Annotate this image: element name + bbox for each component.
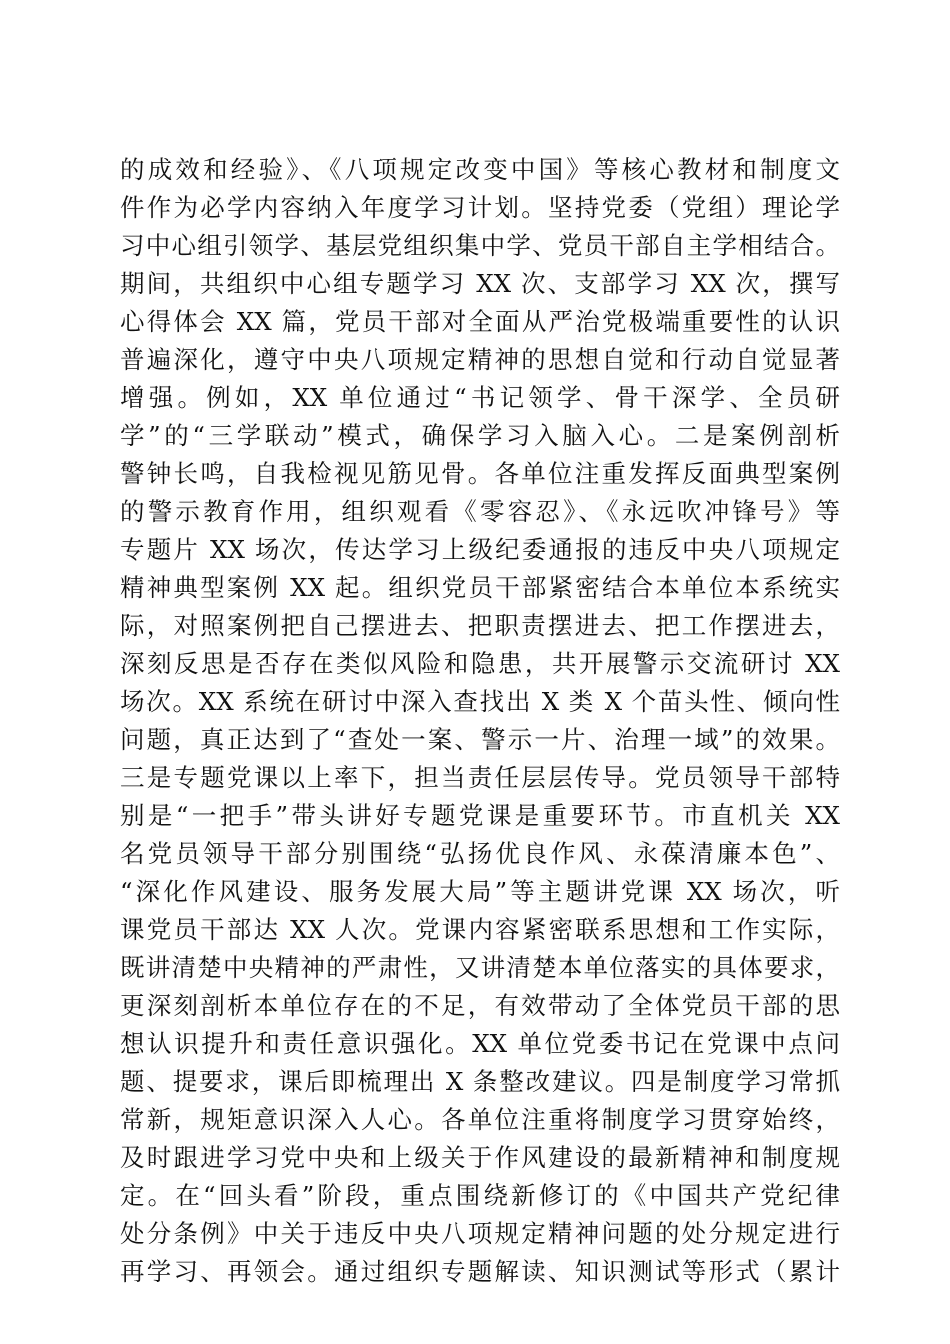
text-line: 的成效和经验》、《八项规定改变中国》等核心教材和制度文 xyxy=(120,155,840,184)
text-line: 际，对照案例把自己摆进去、把职责摆进去、把工作摆进去， xyxy=(120,611,840,640)
text-line: 名党员领导干部分别围绕“弘扬优良作风、永葆清廉本色”、 xyxy=(120,839,840,868)
text-line: 及时跟进学习党中央和上级关于作风建设的最新精神和制度规 xyxy=(120,1143,840,1172)
text-line: 的警示教育作用，组织观看《零容忍》、《永远吹冲锋号》等 xyxy=(120,497,840,526)
text-line: 处分条例》中关于违反中央八项规定精神问题的处分规定进行 xyxy=(120,1219,840,1248)
text-line: 期间，共组织中心组专题学习 XX 次、支部学习 XX 次，撰写 xyxy=(120,269,840,298)
text-line: 课党员干部达 XX 人次。党课内容紧密联系思想和工作实际， xyxy=(120,915,840,944)
text-line: 定。在“回头看”阶段，重点围绕新修订的《中国共产党纪律 xyxy=(120,1181,840,1210)
text-line: 增强。例如，XX 单位通过“书记领学、骨干深学、全员研 xyxy=(120,383,840,412)
text-line: 更深刻剖析本单位存在的不足，有效带动了全体党员干部的思 xyxy=(120,991,840,1020)
text-line: 别是“一把手”带头讲好专题党课是重要环节。市直机关 XX xyxy=(120,801,840,830)
text-line: 学”的“三学联动”模式，确保学习入脑入心。二是案例剖析 xyxy=(120,421,840,450)
body-text xyxy=(120,151,840,1291)
text-line: 精神典型案例 XX 起。组织党员干部紧密结合本单位本系统实 xyxy=(120,573,840,602)
text-line: 普遍深化，遵守中央八项规定精神的思想自觉和行动自觉显著 xyxy=(120,345,840,374)
text-line: 警钟长鸣，自我检视见筋见骨。各单位注重发挥反面典型案例 xyxy=(120,459,840,488)
text-line: 习中心组引领学、基层党组织集中学、党员干部自主学相结合。 xyxy=(120,231,840,260)
text-line: 三是专题党课以上率下，担当责任层层传导。党员领导干部特 xyxy=(120,763,840,792)
text-line: 再学习、再领会。通过组织专题解读、知识测试等形式（累计 xyxy=(120,1257,840,1286)
text-line: 专题片 XX 场次，传达学习上级纪委通报的违反中央八项规定 xyxy=(120,535,840,564)
text-line: “深化作风建设、服务发展大局”等主题讲党课 XX 场次，听 xyxy=(120,877,840,906)
text-line: 心得体会 XX 篇，党员干部对全面从严治党极端重要性的认识 xyxy=(120,307,840,336)
text-line: 常新，规矩意识深入人心。各单位注重将制度学习贯穿始终， xyxy=(120,1105,840,1134)
text-line: 件作为必学内容纳入年度学习计划。坚持党委（党组）理论学 xyxy=(120,193,840,222)
text-line: 想认识提升和责任意识强化。XX 单位党委书记在党课中点问 xyxy=(120,1029,840,1058)
text-line: 既讲清楚中央精神的严肃性，又讲清楚本单位落实的具体要求， xyxy=(120,953,840,982)
text-line: 深刻反思是否存在类似风险和隐患，共开展警示交流研讨 XX xyxy=(120,649,840,678)
text-line: 场次。XX 系统在研讨中深入查找出 X 类 X 个苗头性、倾向性 xyxy=(120,687,840,716)
text-line: 问题，真正达到了“查处一案、警示一片、治理一域”的效果。 xyxy=(120,725,840,754)
text-line: 题、提要求，课后即梳理出 X 条整改建议。四是制度学习常抓 xyxy=(120,1067,840,1096)
